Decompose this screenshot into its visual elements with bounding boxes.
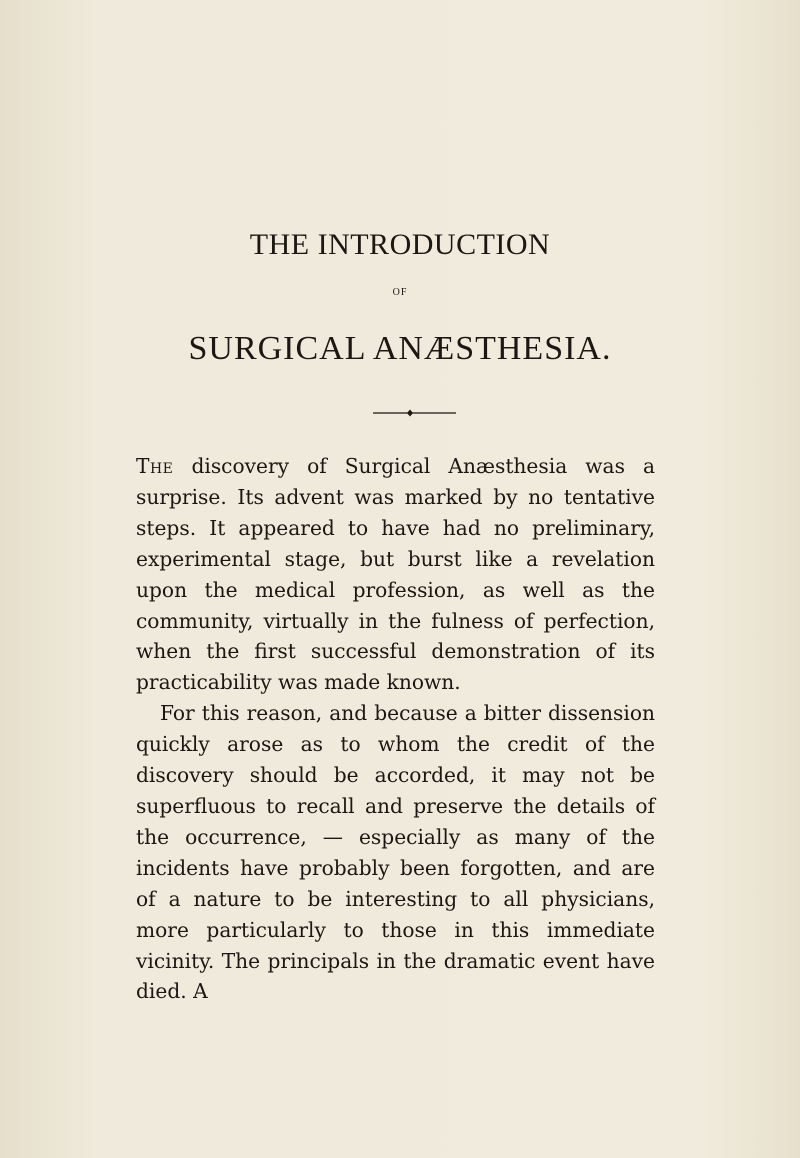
body-text <box>136 451 655 1007</box>
paragraph-1 <box>136 451 655 698</box>
rule-ornament-icon <box>373 408 456 418</box>
chapter-title: THE INTRODUCTION <box>249 228 551 261</box>
lead-word: The <box>136 454 174 478</box>
paragraph-1-text: discovery of Surgical Anæsthesia was a surprise. Its advent was marked by no tentative steps. It appeared to have had no preliminary, experimental stage, but burst like a revelation upon the medical profession, as well as the community, virtually in the fulness of perfection, when the first successful demonstration of its practicability was made known. <box>136 454 655 695</box>
chapter-subtitle: SURGICAL ANÆSTHESIA. <box>188 330 612 367</box>
paragraph-2: For this reason, and because a bitter dissension quickly arose as to whom the credit of the discovery should be accorded, it may not be superfluous to recall and preserve the details of the occurrence, — especially as many of the incidents have probably been forgotten, and are of a nature to be interesting to all physicians, more particularly to those in this immediate vicinity. The principals in the dramatic event have died. A <box>136 701 655 1004</box>
chapter-title-connector: OF <box>392 287 408 298</box>
